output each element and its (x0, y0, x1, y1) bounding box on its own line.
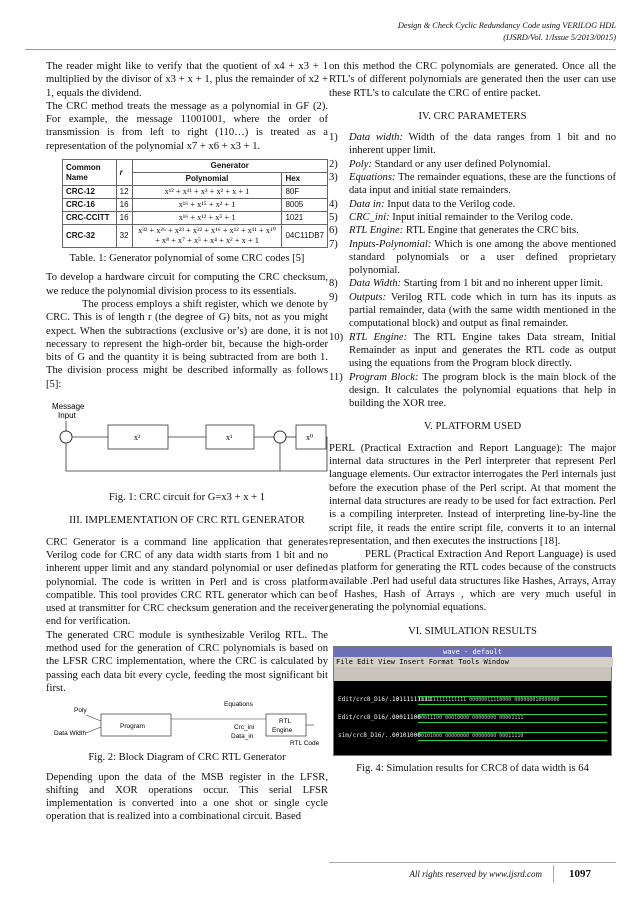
table-cell: CRC-32 (63, 225, 117, 248)
table-cell: 1021 (282, 212, 328, 225)
simulation-waveform (333, 646, 612, 756)
table-caption: Table. 1: Generator polynomial of some CRC codes [5] (69, 253, 305, 265)
crc-circuit-diagram (46, 399, 328, 487)
page-footer (329, 862, 616, 880)
xor-gate-icon (274, 431, 286, 443)
header-volume: (IJSRD/Vol. 1/Issue 5/2013/0015) (503, 33, 616, 42)
paragraph: on this method the CRC polynomials are generated. Once all the RTL’s of different polynomials are generated then the user can use these RTL’s to calculate the CRC of entire packet. (329, 61, 616, 99)
table-row (63, 199, 328, 212)
table-cell: x¹⁶ + x¹⁵ + x² + 1 (132, 199, 282, 212)
table-cell: x³² + x²⁶ + x²³ + x²² + x¹⁶ + x¹² + x¹¹ + x¹⁰ + x⁸ + x⁷ + x⁵ + x⁴ + x² + x + 1 (132, 225, 282, 248)
figure-caption: Fig. 4: Simulation results for CRC8 of data width is 64 (356, 762, 589, 774)
message-input-label: Message (52, 402, 85, 412)
list-item: 7) Inputs-Polynomial: Which is one among the above mentioned standard polynomials or a user defined proprietary polynomial. (329, 238, 616, 277)
table-cell: x¹⁶ + x¹² + x⁵ + 1 (132, 212, 282, 225)
paragraph: PERL (Practical Extraction and Report Language): The major internal data structures in the Perl interpreter that represent Perl language elements. Our extractor interrogates the Perl internals just before the execution phase of the Perl script. At that moment the internal data structures are ready to be used for fact extraction. Perl is a compiling interpreter. Instead of interpreting line-by-line the script file, it reads the entire script file, converts it to an internal representation, and then executes the instructions [18]. (329, 442, 616, 547)
register-label: x⁰ (306, 433, 314, 443)
paragraph: The generated CRC module is synthesizable Verilog RTL. The method used for the generation of CRC polynomials is based on the LFSR CRC implementation, where the CRC is calculated by passing each data bit every cycle, feeding the most significant bit first. (46, 629, 328, 694)
table-row (63, 225, 328, 248)
section-heading: V. PLATFORM USED (423, 421, 522, 433)
table-cell: x¹² + x¹¹ + x³ + x² + x + 1 (132, 186, 282, 199)
table-cell: 12 (116, 186, 132, 199)
block-label: Program (120, 723, 145, 731)
table-cell: CRC-CCITT (63, 212, 117, 225)
header-title: Design & Check Cyclic Redundancy Code using VERILOG HDL (397, 21, 616, 30)
paragraph: The process employs a shift register, which we denote by CRC. This is of length r (the degree of G) bits, not as you might expect. When the subtractions (exclusive or’s) are done, it is not necessary to represent the high-order bit, because the high-order bits of G and the quantity it is being subtracted from are both 1. The division process might be described informally as follows [5]: (46, 298, 328, 390)
table-header: Common Name (63, 160, 117, 186)
waveform-row: Edit/crc8_D16/... 00011100 00011100 00010000 00000000 00001111 (334, 713, 611, 722)
arrow-label: Equations (224, 701, 253, 709)
waveform-row: sim/crc8_D16/... 00101000 00101000 00000000 00000000 00011110 (334, 731, 611, 740)
table-header: Hex (282, 173, 328, 186)
paragraph: To develop a hardware circuit for computing the CRC checksum, we reduce the polynomial division process to its essentials. (46, 272, 328, 297)
section-heading: III. IMPLEMENTATION OF CRC RTL GENERATOR (69, 515, 305, 527)
list-item: 3) Equations: The remainder equations, these are the functions of data input and initial state remainders. (329, 172, 616, 197)
input-label: Data_in (231, 733, 254, 741)
section-heading: IV. CRC PARAMETERS (418, 110, 527, 122)
paragraph: PERL (Practical Extraction And Report Language) is used as platform for generating the RTL codes because of the constructs available .Perl had useful data structures like Hashes, Arrays, Array of Hashes, Hash of Arrays , which are very much useful in generating the polynomial equations. (329, 549, 616, 614)
generator-table (62, 159, 328, 248)
xor-gate-icon (60, 431, 72, 443)
input-label: Crc_ini (234, 724, 255, 732)
table-header: r (116, 160, 132, 186)
paragraph: The reader might like to verify that the quotient of x4 + x3 + 1 multiplied by the divisor of x3 + x + 1, plus the remainder of x2 + 1, equals the dividend. (46, 61, 328, 99)
section-heading: VI. SIMULATION RESULTS (408, 625, 537, 637)
list-item: 11) Program Block: The program block is the main block of the design. It calculates the polynomial equations that help in building the XOR tree. (329, 371, 616, 410)
table-cell: 8005 (282, 199, 328, 212)
waveform-toolbar[interactable] (334, 667, 611, 681)
table-cell: CRC-12 (63, 186, 117, 199)
running-header (398, 20, 616, 44)
table-row (63, 212, 328, 225)
table-cell: 80F (282, 186, 328, 199)
paragraph: The CRC method treats the message as a polynomial in GF (2). For example, the message 11001001, where the order of transmission is from left to right (110…) is treated as a representation of the polynomial x7 + x6 + x3 + 1. (46, 100, 328, 152)
table-cell: 16 (116, 199, 132, 212)
input-label: Poly (74, 707, 87, 715)
right-column (329, 60, 616, 781)
table-header: Generator (132, 160, 327, 173)
parameter-list (329, 131, 616, 410)
block-diagram-figure (46, 697, 328, 747)
list-item: 2) Poly: Standard or any user defined Polynomial. (329, 158, 551, 170)
table-cell: 04C11DB7 (282, 225, 328, 248)
input-label: Data Width (54, 730, 87, 738)
waveform-row: Edit/crc8_D16/... 10111111111 1011111111111111 00000011110000 000000010000000 (334, 695, 611, 704)
list-item: 10) RTL Engine: The RTL Engine takes Data stream, Initial Remainder as input and generates the RTL code as output using the equations from the Program block directly. (329, 331, 616, 370)
table-cell: 32 (116, 225, 132, 248)
table-row (63, 186, 328, 199)
list-item: 9) Outputs: Verilog RTL code which in turn has its inputs as partial remainder, data (with the same width mentioned in the computational block) and output as final remainder. (329, 291, 616, 330)
waveform-titlebar: wave - default (334, 647, 611, 657)
table-cell: CRC-16 (63, 199, 117, 212)
header-rule (25, 49, 616, 50)
output-label: RTL Code (290, 740, 320, 748)
left-column (46, 60, 328, 824)
table-cell: 16 (116, 212, 132, 225)
crc-circuit-figure (46, 399, 328, 487)
register-label: x¹ (226, 433, 233, 443)
figure-caption: Fig. 2: Block Diagram of CRC RTL Generator (88, 752, 286, 764)
list-item: 4) Data in: Input data to the Verilog code. (329, 198, 516, 210)
list-item: 6) RTL Engine: RTL Engine that generates the CRC bits. (329, 225, 579, 237)
paragraph: Depending upon the data of the MSB register in the LFSR, shifting and XOR operations occur. This serial LFSR implementation is converted into a one shot or single cycle operation that is realized into a combinational circuit. Based (46, 771, 328, 823)
register-label: x² (134, 433, 141, 443)
block-label: Engine (272, 727, 293, 735)
list-item: 8) Data Width: Starting from 1 bit and no inherent upper limit. (329, 278, 603, 290)
page-number: 1097 (553, 865, 606, 883)
block-label: RTL (279, 718, 292, 726)
message-input-label: Input (58, 411, 76, 421)
list-item: 1) Data width: Width of the data ranges from 1 bit and no inherent upper limit. (329, 132, 616, 157)
block-diagram (46, 697, 328, 747)
figure-caption: Fig. 1: CRC circuit for G=x3 + x + 1 (108, 492, 266, 504)
footer-text: All rights reserved by www.ijsrd.com (409, 869, 542, 879)
paragraph: CRC Generator is a command line application that generates Verilog code for CRC of any data width starts from 1 bit and no inherent upper limit and any standard polynomial or user defined polynomial. The code is written in Perl and is cross platform compatible. This tool provides CRC RTL generator which can be used at transmitter for CRC checksum generation and the receiver end for verification. (46, 536, 328, 628)
table-header: Polynomial (132, 173, 282, 186)
waveform-menubar[interactable]: File Edit View Insert Format Tools Window (334, 657, 613, 667)
list-item: 5) CRC_ini: Input initial remainder to the Verilog code. (329, 211, 574, 223)
